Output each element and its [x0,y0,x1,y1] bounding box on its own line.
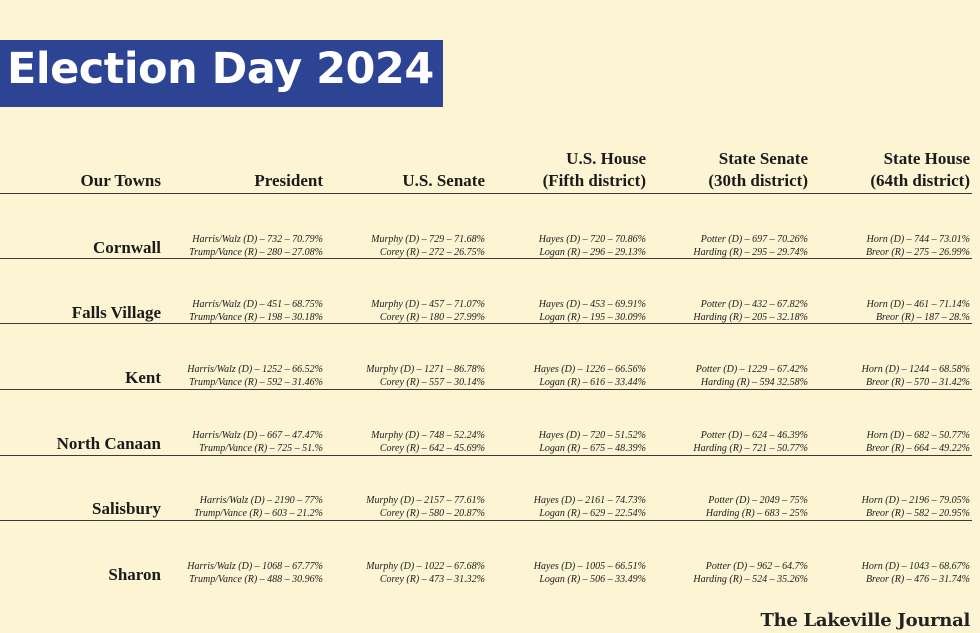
republican-result: Logan (R) – 506 – 33.49% [539,574,646,585]
republican-result: Trump/Vance (R) – 725 – 51.% [199,443,323,454]
democrat-result: Potter (D) – 624 – 46.39% [700,430,808,441]
democrat-result: Murphy (D) – 729 – 71.68% [371,234,485,245]
result-cell-state-senate [693,560,808,586]
town-name: Kent [125,368,161,387]
democrat-result: Hayes (D) – 720 – 51.52% [538,430,646,441]
republican-result: Corey (R) – 642 – 45.69% [379,443,485,454]
republican-result: Trump/Vance (R) – 198 – 30.18% [189,312,323,323]
header-us-senate: U.S. Senate [402,171,485,190]
header-president: President [254,171,323,190]
town-name: Salisbury [92,499,161,518]
lakeville-journal-logo: The Lakeville Journal [760,610,970,631]
result-cell-senate [371,429,485,455]
header-divider [0,193,972,194]
result-cell-state-house [866,429,970,455]
result-cell-house [539,298,646,324]
republican-result: Logan (R) – 675 – 48.39% [539,443,646,454]
header-us-house: U.S. House (Fifth district) [542,149,646,190]
result-cell-state-house [862,494,970,520]
result-cell-senate [371,233,485,259]
result-cell-state-house [866,233,970,259]
town-name: Sharon [108,565,161,584]
result-cell-president [187,363,323,389]
result-cell-president [189,233,323,259]
democrat-result: Murphy (D) – 748 – 52.24% [371,430,485,441]
republican-result: Breor (R) – 664 – 49.22% [865,443,970,454]
row-divider [0,389,972,390]
result-cell-house [539,429,646,455]
header-state-senate: State Senate (30th district) [708,149,808,190]
republican-result: Trump/Vance (R) – 280 – 27.08% [189,247,323,258]
result-cell-house [534,363,646,389]
result-cell-state-house [862,560,970,586]
republican-result: Corey (R) – 180 – 27.99% [379,312,485,323]
republican-result: Breor (R) – 187 – 28.% [875,312,970,323]
row-divider [0,520,972,521]
republican-result: Logan (R) – 616 – 33.44% [539,377,646,388]
result-cell-state-senate [693,233,808,259]
result-cell-state-senate [706,494,808,520]
democrat-result: Murphy (D) – 2157 – 77.61% [366,495,485,506]
header-state-house: State House (64th district) [870,149,970,190]
republican-result: Trump/Vance (R) – 603 – 21.2% [194,508,323,519]
democrat-result: Horn (D) – 2196 – 79.05% [861,495,970,506]
democrat-result: Hayes (D) – 720 – 70.86% [538,234,646,245]
town-name: Falls Village [71,303,161,322]
republican-result: Harding (R) – 683 – 25% [705,508,808,519]
town-name: North Canaan [56,434,161,453]
result-cell-state-house [867,298,970,324]
republican-result: Logan (R) – 629 – 22.54% [539,508,646,519]
democrat-result: Murphy (D) – 1271 – 86.78% [366,364,485,375]
republican-result: Corey (R) – 473 – 31.32% [379,574,485,585]
democrat-result: Potter (D) – 432 – 67.82% [700,299,808,310]
result-cell-state-senate [693,298,808,324]
democrat-result: Hayes (D) – 2161 – 74.73% [533,495,646,506]
democrat-result: Horn (D) – 461 – 71.14% [866,299,970,310]
result-cell-state-senate [696,363,808,389]
democrat-result: Potter (D) – 697 – 70.26% [700,234,808,245]
democrat-result: Murphy (D) – 1022 – 67.68% [366,561,485,572]
town-name: Cornwall [93,238,161,257]
result-cell-house [534,560,646,586]
republican-result: Harding (R) – 205 – 32.18% [693,312,808,323]
result-cell-senate [366,494,485,520]
result-cell-state-house [862,363,970,389]
democrat-result: Hayes (D) – 453 – 69.91% [538,299,646,310]
democrat-result: Hayes (D) – 1005 – 66.51% [533,561,646,572]
republican-result: Harding (R) – 594 32.58% [700,377,808,388]
result-cell-senate [366,363,485,389]
democrat-result: Harris/Walz (D) – 667 – 47.47% [192,430,323,441]
title-banner [0,40,443,107]
result-cell-president [194,494,323,520]
result-cell-state-senate [693,429,808,455]
republican-result: Corey (R) – 557 – 30.14% [379,377,485,388]
republican-result: Trump/Vance (R) – 592 – 31.46% [189,377,323,388]
row-divider [0,323,972,324]
result-cell-president [192,429,323,455]
democrat-result: Horn (D) – 1244 – 68.58% [861,364,970,375]
democrat-result: Potter (D) – 1229 – 67.42% [695,364,808,375]
republican-result: Harding (R) – 295 – 29.74% [693,247,808,258]
democrat-result: Harris/Walz (D) – 732 – 70.79% [192,234,323,245]
republican-result: Harding (R) – 524 – 35.26% [693,574,808,585]
republican-result: Breor (R) – 570 – 31.42% [865,377,970,388]
democrat-result: Harris/Walz (D) – 1252 – 66.52% [187,364,323,375]
republican-result: Harding (R) – 721 – 50.77% [693,443,808,454]
result-cell-senate [371,298,485,324]
democrat-result: Murphy (D) – 457 – 71.07% [371,299,485,310]
republican-result: Breor (R) – 582 – 20.95% [865,508,970,519]
row-divider [0,455,972,456]
result-cell-president [189,298,323,324]
democrat-result: Horn (D) – 1043 – 68.67% [861,561,970,572]
result-cell-senate [366,560,485,586]
democrat-result: Harris/Walz (D) – 451 – 68.75% [192,299,323,310]
democrat-result: Horn (D) – 682 – 50.77% [866,430,970,441]
result-cell-president [187,560,323,586]
republican-result: Logan (R) – 296 – 29.13% [539,247,646,258]
header-our-towns: Our Towns [80,171,161,190]
row-divider [0,258,972,259]
democrat-result: Hayes (D) – 1226 – 66.56% [533,364,646,375]
democrat-result: Potter (D) – 962 – 64.7% [705,561,808,572]
republican-result: Corey (R) – 272 – 26.75% [379,247,485,258]
result-cell-house [539,233,646,259]
republican-result: Breor (R) – 275 – 26.99% [865,247,970,258]
democrat-result: Horn (D) – 744 – 73.01% [866,234,970,245]
republican-result: Logan (R) – 195 – 30.09% [539,312,646,323]
democrat-result: Harris/Walz (D) – 2190 – 77% [199,495,323,506]
republican-result: Corey (R) – 580 – 20.87% [379,508,485,519]
democrat-result: Potter (D) – 2049 – 75% [708,495,808,506]
result-cell-house [534,494,646,520]
page-title: Election Day 2024 [7,44,434,94]
republican-result: Trump/Vance (R) – 488 – 30.96% [189,574,323,585]
republican-result: Breor (R) – 476 – 31.74% [865,574,970,585]
democrat-result: Harris/Walz (D) – 1068 – 67.77% [187,561,323,572]
